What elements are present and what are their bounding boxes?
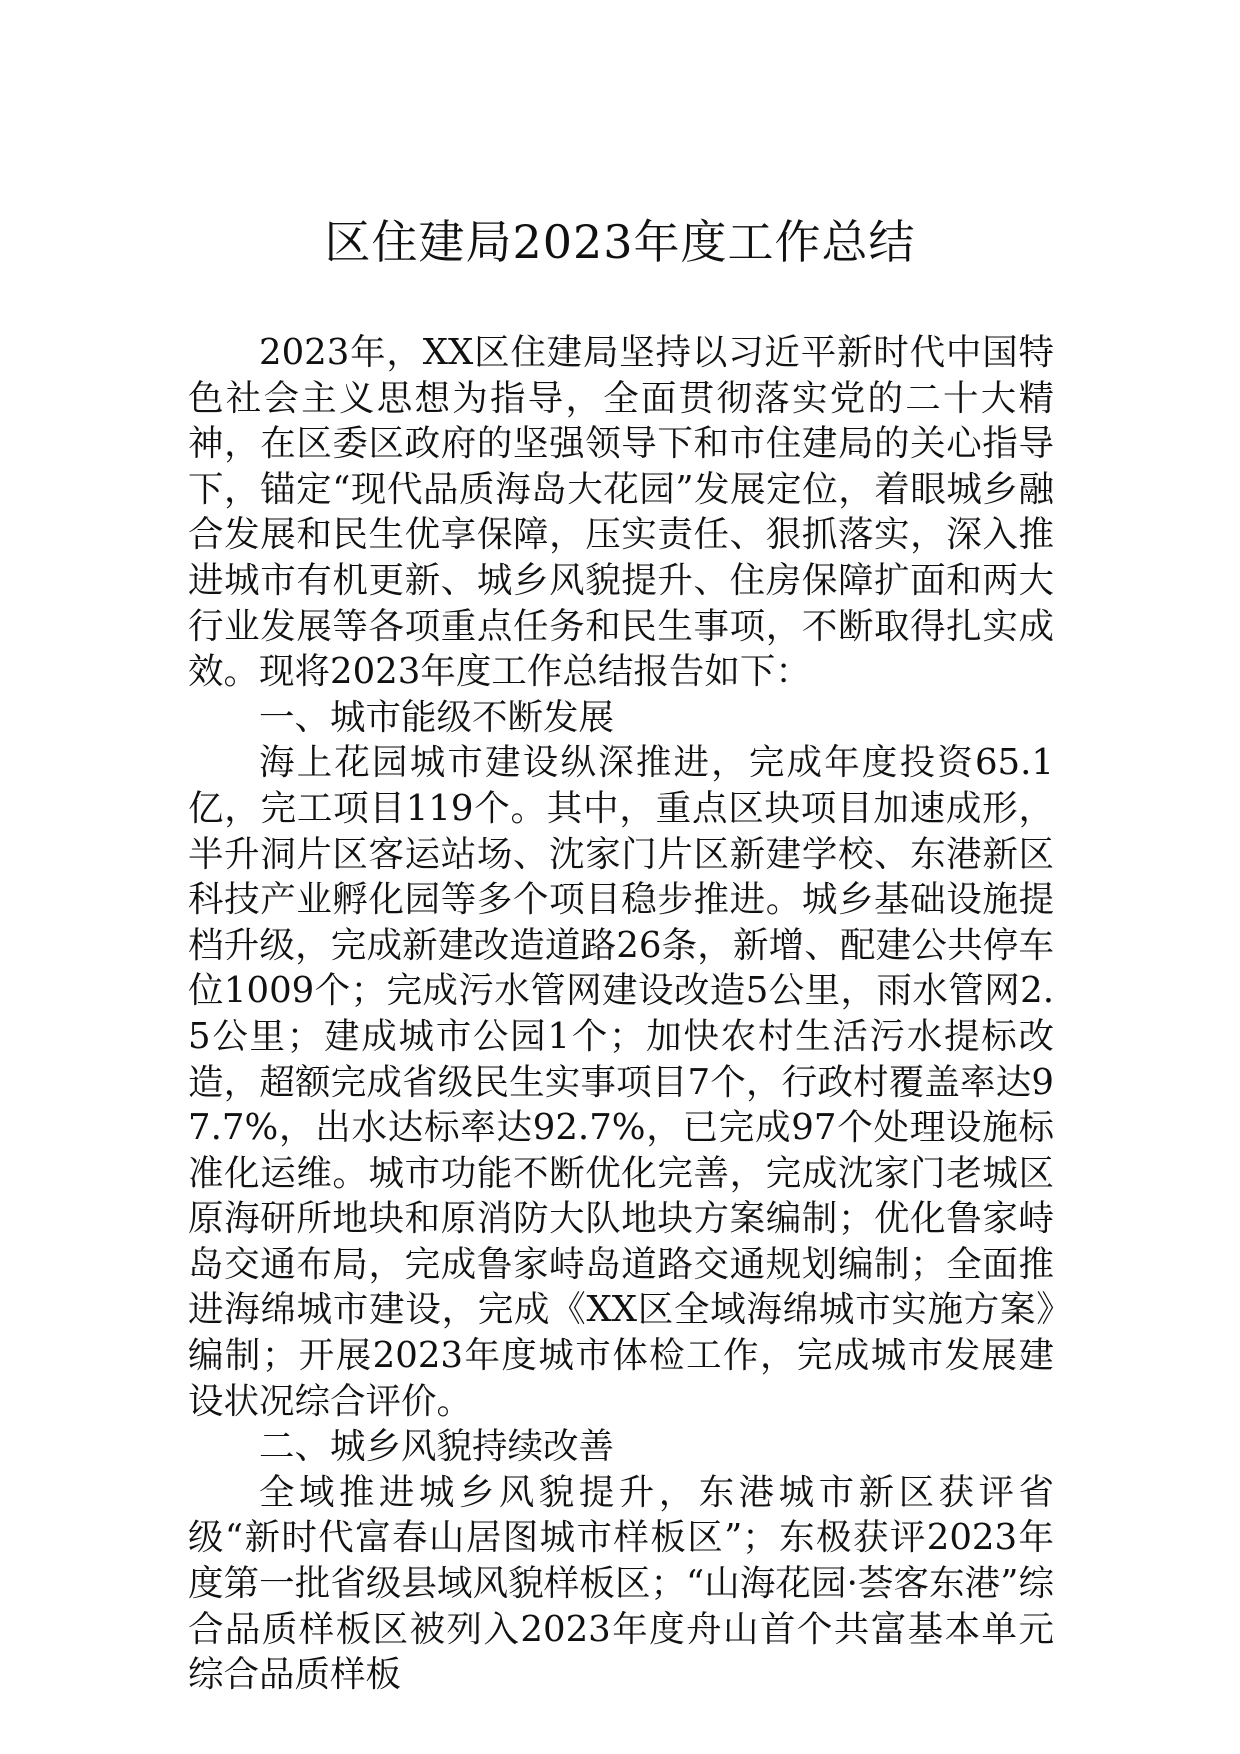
document-body [188,330,1054,1698]
intro-paragraph: 2023年，XX区住建局坚持以习近平新时代中国特色社会主义思想为指导，全面贯彻落实党的二十大精神，在区委区政府的坚强领导下和市住建局的关心指导下，锚定“现代品质海岛大花园”发展定位，着眼城乡融合发展和民生优享保障，压实责任、狠抓落实，深入推进城市有机更新、城乡风貌提升、住房保障扩面和两大行业发展等各项重点任务和民生事项，不断取得扎实成效。现将2023年度工作总结报告如下： [188,332,1054,693]
section-paragraph-2: 全域推进城乡风貌提升，东港城市新区获评省级“新时代富春山居图城市样板区”；东极获评2023年度第一批省级县域风貌样板区；“山海花园·荟客东港”综合品质样板区被列入2023年度舟山首个共富基本单元综合品质样板 [188,1471,1054,1696]
section-paragraph-1: 海上花园城市建设纵深推进，完成年度投资65.1亿，完工项目119个。其中，重点区块项目加速成形，半升洞片区客运站场、沈家门片区新建学校、东港新区科技产业孵化园等多个项目稳步推进。城乡基础设施提档升级，完成新建改造道路26条，新增、配建公共停车位1009个；完成污水管网建设改造5公里，雨水管网2.5公里；建成城市公园1个；加快农村生活污水提标改造，超额完成省级民生实事项目7个，行政村覆盖率达97.7%，出水达标率达92.7%，已完成97个处理设施标准化运维。城市功能不断优化完善，完成沈家门老城区原海研所地块和原消防大队地块方案编制；优化鲁家峙岛交通布局，完成鲁家峙岛道路交通规划编制；全面推进海绵城市建设，完成《XX区全域海绵城市实施方案》编制；开展2023年度城市体检工作，完成城市发展建设状况综合评价。 [188,742,1054,1422]
page-title: 区住建局2023年度工作总结 [324,215,916,269]
section-heading-1: 一、城市能级不断发展 [259,696,615,738]
section-heading-2: 二、城乡风貌持续改善 [259,1426,615,1468]
